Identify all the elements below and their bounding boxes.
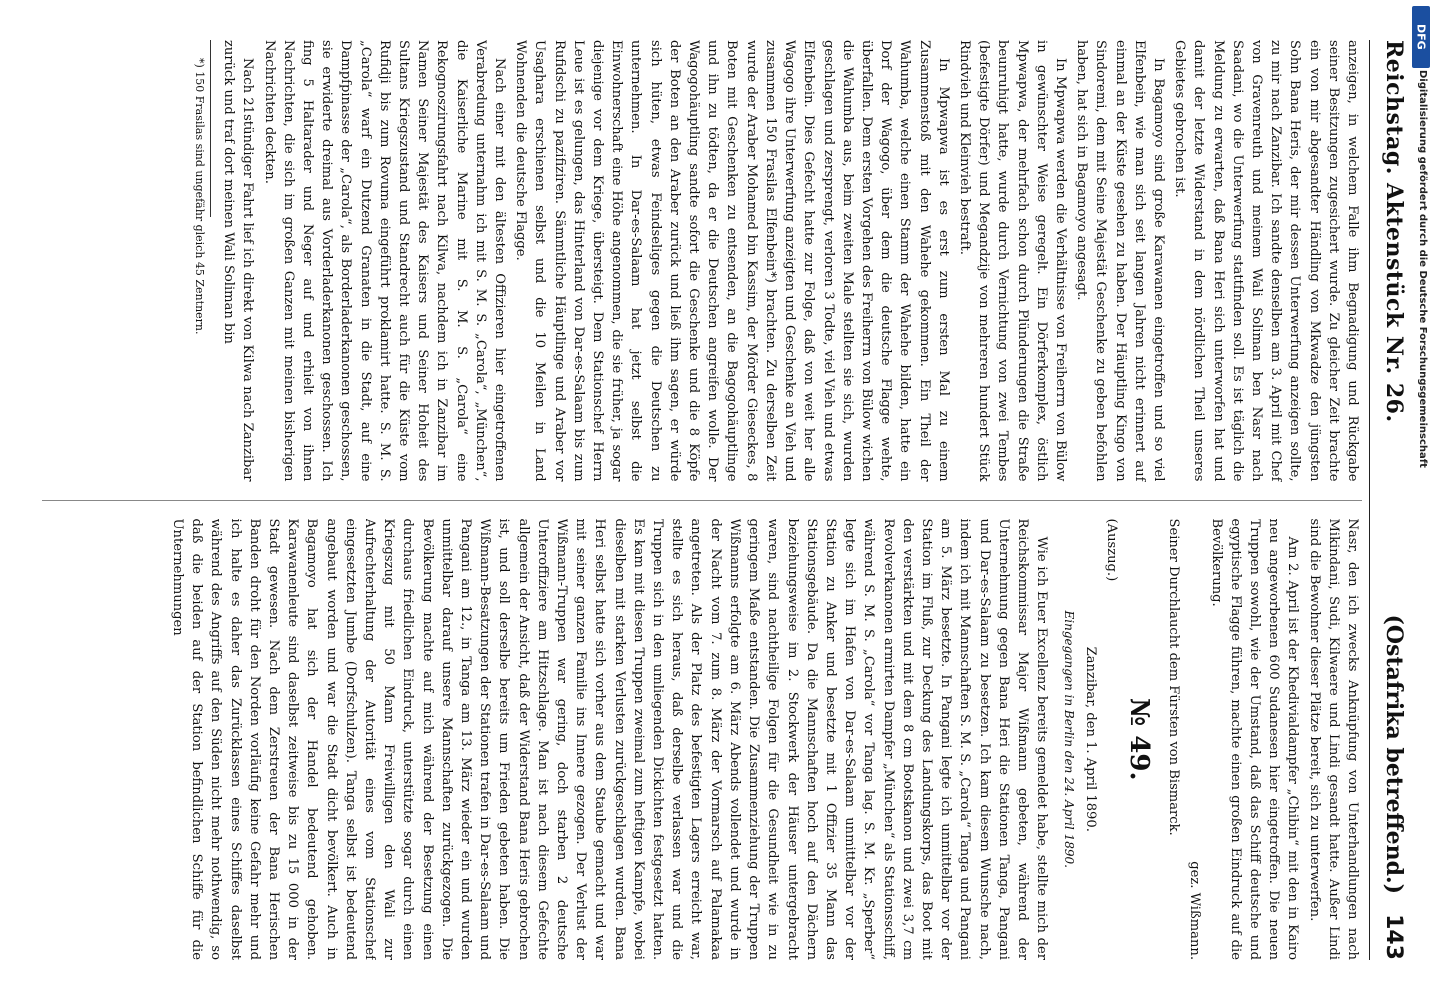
paragraph: In Mpwapwa ist es erst zum ersten Mal zu einem Zusammenstoß mit den Wahehe gekommen. Ein Theil der Wahumba, welche einen Stamm der Wahehe bilden, hatte ein Dorf der Wagogo, über dem die deutsche Flagge wehte, überfallen. Dem ersten Vorgehen des Freiherrn von Bülow wichen die Wahumba aus, beim zweiten Male stellten sie sich, wurden geschlagen und zersprengt, verloren 3 Todte, viel Vieh und etwas Elfenbein. Dies Gefecht hatte zur Folge, daß von weit her alle Wagogo ihre Unterwerfung anzeigten und Geschenke an Vieh und zusammen 150 Frasilas Elfenbein*) brachten. Zu derselben Zeit wurde der Araber Mohamed bin Kassim, der Mörder Gieseckes, 8 Boten mit Geschenken zu entsenden, an die Bagogohäuptlinge und ihn zu tödten, da er die Deutschen angreifen wolle. Der Wagogohäuptling sandte sofort die Geschenke und die 8 Köpfe der Boten an den Araber zurück und ließ ihm sagen, er würde sich hüten, etwas Feindseliges gegen die Deutschen zu unternehmen. In Dar-es-Salaam hat jetzt selbst die Einwohnerschaft eine Höhe angenommen, die sie früher, ja sogar diejenige vor dem Kriege, übersteigt. Dem Stationschef Herrn Leue ist es gelungen, das Hinterland von Dar-es-Salaam bis zum Rufidschi zu pazifiziren. Sämmtliche Häuptlinge und Araber vor Usaghara erschienen selbst und die 10 Meilen in Land Wohnenden die deutsche Flagge. xyxy=(513,40,951,482)
page-number: 143 xyxy=(1381,914,1407,960)
header-right: (Ostafrika betreffend.) xyxy=(1381,614,1407,895)
place-date: Zanzibar, den 1. April 1890. xyxy=(1082,646,1098,832)
extract-label: (Auszug.) xyxy=(1103,518,1119,582)
received-date: Eingegangen in Berlin den 24. April 1890. xyxy=(1062,610,1077,868)
paragraph: In Mpwapwa werden die Verhältnisse von Freiherrn von Bülow in gewünschter Weise geregelt. Ein Dörferkomplex, östlich Mpwapwa, der mehrfach schon durch Plünderungen die Straße beunruhigt hatte, wurde durch Vernichtung von zwei Tembes (befestigte Dörfer) und Megandzije von mehreren hundert Stück Rindvieh und Kleinvieh bestraft. xyxy=(956,40,1068,482)
paragraph: Nach einer mit den ältesten Offizieren hier eingetroffenen Verabredung unternahm ich mit S. M. S. „Carola“, „München“, die Kaiserliche Marine mit S. M. S. „Carola“ eine Rekognoszirungsfahrt nach Kilwa, nachdem ich in Zanzibar im Namen Seiner Majestät des Kaisers und Seiner Hoheit des Sultans Kriegszustand und Standrecht auch für die Küste vom Rufidji bis zum Rovuma eingeführt proklamirt hatte. S. M. S. „Carola“ warf ein Dutzend Granaten in die Stadt, auf eine Dampfpinasse der „Carola“, als Borderladerkanonen geschossen, sie erwiderte dreimal aus Vorderladerkanonen geschossen. Ich fing 5 Haltarader und Neger auf und erhielt von ihnen Nachrichten, die sich im großen Ganzen mit meinen bisherigen Nachrichten deckten. xyxy=(261,40,508,482)
left-column xyxy=(42,40,1362,482)
two-column-body xyxy=(42,40,1362,960)
footnote: *) 150 Frasilas sind ungefähr gleich 45 Zentnern. xyxy=(193,58,207,335)
footnote-rule xyxy=(210,40,211,217)
paragraph: Nasr, den ich zwecks Anknüpfung von Unterhandlungen nach Mikindani, Sudi, Kilwaere und Lindi gesandt hatte. Außer Lindi sind die Bewohner dieser Plätze bereit, sich zu unterwerfen. xyxy=(1306,518,1360,960)
dfg-logo: DFG xyxy=(1412,6,1430,68)
header-left: Reichstag. Aktenstück Nr. 26. xyxy=(1381,40,1407,423)
dfg-sidebar xyxy=(1410,0,1432,1000)
column-divider xyxy=(42,500,1362,501)
paragraph: Nach 21stündiger Fahrt lief ich direkt von Kilwa nach Zanzibar zurück und traf dort meinen Wali Soliman bin xyxy=(221,40,256,482)
paragraph: Am 2. April ist der Khedivialdampfer „Chibin“ mit den in Kairo neu angeworbenen 600 Sudanesen hier eingetroffen. Die neuen Truppen sowohl, wie der Umstand, daß das Schiff deutsche und egyptische Flagge führen, machte einen großen Eindruck auf die Bevölkerung. xyxy=(1208,518,1301,960)
right-column xyxy=(42,519,1362,961)
signature: gez. Wißmann. xyxy=(1187,861,1203,960)
paragraph: In Bagamoyo sind große Karawanen eingetroffen und so viel Elfenbein, wie man sich seit langen Jahren nicht erinnert auf einmal an der Küste gesehen zu haben. Der Häuptling Kingo von Sindoremi, dem mit Seine Majestät Geschenke zu geben befohlen haben, hat sich in Bagamoyo angesagt. xyxy=(1074,40,1166,482)
paragraph: Wie ich Euer Excellenz bereits gemeldet habe, stellte mich der Reichskommissar Major Wißmann gebeten, während der Unternehmung gegen Bana Heri die Stationen Tanga, Pangani und Dar-es-Salaam zu besetzen. Ich kam diesem Wunsche nach, indem ich mit Mannschaften S. M. S. „Carola“ Tanga und Pangani am 5. März besetzte. In Pangani legte ich unmittelbar vor der Station im Fluß, zur Deckung des Landungskorps, das Boot mit den verstärkten und mit dem 8 cm Bootskanon und zwei 3,7 cm Revolverkanonen armirten Dampfer „München“ als Stationsschiff, während S. M. S. „Carola“ vor Tanga lag. S. M. Kr. „Sperber“ legte sich im Hafen von Dar-es-Salaam unmittelbar vor der Station zu Anker und besetzte mit 1 Offizier 35 Mann das Stationsgebäude. Da die Mannschaften hoch auf den Dächern beziehungsweise im 2. Stockwerk der Häuser untergebracht waren, sind nachtheilige Folgen für die Gesundheit wie in zu geringem Maße entstanden. Die Zusammenziehung der Truppen Wißmanns erfolgte am 6. März Abends vollendet und wurde in der Nacht vom 7. zum 8. März der Vormarsch auf Palamakaa angetreten. Als der Platz des befestigten Lagers erreicht war, stellte es sich heraus, daß derselbe verlassen war und die Truppen sich in den umliegenden Dickichten festgesetzt hatten. Es kam mit diesen Truppen zweimal zum heftigen Kampfe, wobei dieselben mit starken Verlusten zurückgeschlagen wurden. Bana Heri selbst hatte sich vorher aus dem Staube gemacht und war mit seiner ganzen Familie ins Innere gezogen. Der Verlust der Wißmann-Truppen war gering, doch starben 2 deutsche Unteroffiziere am Hitzschlage. Man ist nach diesem Gefechte allgemein der Ansicht, daß der Widerstand Bana Heris gebrochen ist, und soll derselbe bereits um Frieden gebeten haben. Die Wißmann-Besatzungen der Stationen trafen in Dar-es-Salaam und Pangani am 12., in Tanga am 13. März wieder ein und wurden unmittelbar darauf unsere Mannschaften zurückgezogen. Die Bevölkerung machte auf mich während der Besetzung einen durchaus friedlichen Eindruck, unterstützte sogar durch einen Kriegszug mit 50 Mann Freiwilligen den Wali zur Aufrechterhaltung der Autorität eines vom Stationschef eingesetzten Jumbe (Dorfschulzen). Tanga selbst ist bedeutend angebaut worden und war die Stadt dicht bevölkert. Auch in Bagamoyo hat sich der Handel bedeutend gehoben. Karawanenleute sind daselbst zeitweise bis zu 15 000 in der Stadt gewesen. Nach dem Zerstreuen der Bana Herischen Banden droht für den Norden vorläufig keine Gefahr mehr und ich halte es daher das Zurücklassen eines Schiffes daselbst während des Angriffs auf den Süden nicht mehr nothwendig, so daß die beiden auf der Station befindlichen Schiffe für die Unternehmungen xyxy=(170,518,1050,960)
dfg-credit: Digitalisierung gefördert durch die Deutsche Forschungsgemeinschaft xyxy=(1417,70,1428,468)
addressee: Seiner Durchlaucht dem Fürsten von Bismarck. xyxy=(1166,518,1182,836)
running-header xyxy=(1374,40,1414,960)
header-rule xyxy=(1369,40,1370,960)
paragraph: anzeigen, in welchem Falle ihm Begnadigung und Rückgabe seiner Besitzungen zugesichert wurde. Zu gleicher Zeit brachte ein von mir abgesandter Händling von Mkwadze den jüngsten Sohn Bana Heris, der mir dessen Unterwerfung anzeigen sollte, zu mir nach Zanzibar. Ich sandte denselben am 3. April mit Chef von Gravenreuth und meinem Wali Soliman ben Nasr nach Saadani, wo die Unterwerfung stattfinden soll. Es ist täglich die Meldung zu erwarten, daß Bana Heri sich unterworfen hat und damit der letzte Widerstand in dem nördlichen Theil unseres Gebietes gebrochen ist. xyxy=(1172,40,1360,482)
document-number: № 49. xyxy=(1123,697,1154,781)
